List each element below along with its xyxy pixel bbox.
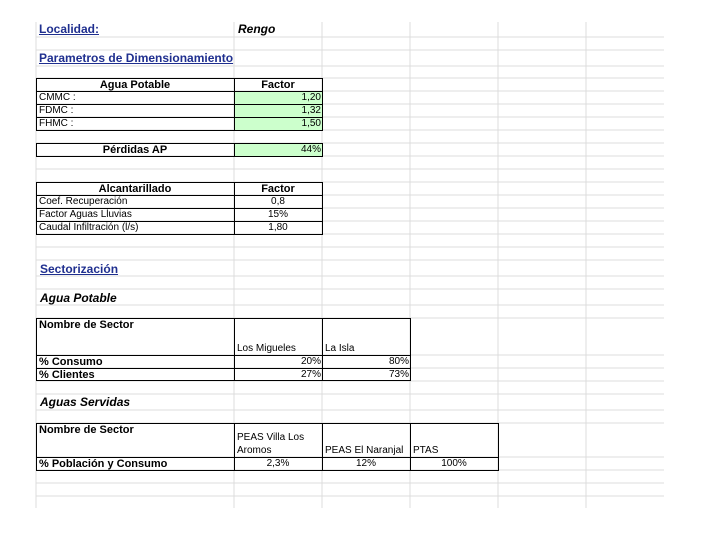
aguas-servidas-title: Aguas Servidas bbox=[40, 395, 131, 409]
coef-recuperacion-label: Coef. Recuperación bbox=[39, 196, 128, 207]
agua-potable-sector-header: Nombre de Sector bbox=[39, 319, 134, 331]
alcantarillado-factor-header: Factor bbox=[261, 183, 295, 195]
consumo-los-migueles[interactable]: 20% bbox=[300, 356, 321, 367]
cmmc-value[interactable]: 1,20 bbox=[301, 92, 321, 103]
consumo-la-isla[interactable]: 80% bbox=[388, 356, 409, 367]
sector-los-migueles: Los Migueles bbox=[237, 343, 296, 354]
aguas-servidas-sector-header: Nombre de Sector bbox=[39, 424, 134, 436]
localidad-label: Localidad: bbox=[39, 22, 100, 36]
fhmc-value[interactable]: 1,50 bbox=[301, 118, 321, 129]
caudal-infiltracion-label: Caudal Infiltración (l/s) bbox=[39, 222, 139, 233]
perdidas-label: Pérdidas AP bbox=[102, 144, 168, 156]
coef-recuperacion-value[interactable]: 0,8 bbox=[271, 196, 285, 207]
poblacion-consumo-label: % Población y Consumo bbox=[39, 458, 168, 470]
fdmc-value[interactable]: 1,32 bbox=[301, 105, 321, 116]
localidad-value[interactable]: Rengo bbox=[238, 22, 276, 36]
sectorizacion-title: Sectorización bbox=[40, 262, 119, 276]
sector-peas-villa-los: PEAS Villa Los bbox=[237, 432, 305, 443]
factor-header: Factor bbox=[261, 79, 295, 91]
agua-potable-header: Agua Potable bbox=[99, 79, 171, 91]
sector-aromos: Aromos bbox=[237, 445, 272, 456]
parametros-title: Parametros de Dimensionamiento bbox=[39, 51, 234, 65]
clientes-label: % Clientes bbox=[39, 369, 95, 381]
consumo-label: % Consumo bbox=[39, 356, 103, 368]
perdidas-value[interactable]: 44% bbox=[300, 144, 321, 155]
factor-aguas-lluvias-label: Factor Aguas Lluvias bbox=[39, 209, 132, 220]
poblacion-villa-los-aromos[interactable]: 2,3% bbox=[266, 458, 290, 469]
factor-aguas-lluvias-value[interactable]: 15% bbox=[267, 209, 288, 220]
clientes-la-isla[interactable]: 73% bbox=[388, 369, 409, 380]
sector-la-isla: La Isla bbox=[325, 343, 355, 354]
fhmc-label: FHMC : bbox=[39, 118, 74, 129]
clientes-los-migueles[interactable]: 27% bbox=[300, 369, 321, 380]
cmmc-label: CMMC : bbox=[39, 92, 76, 103]
caudal-infiltracion-value[interactable]: 1,80 bbox=[268, 222, 288, 233]
sector-peas-el-naranjal: PEAS El Naranjal bbox=[325, 445, 404, 456]
poblacion-ptas[interactable]: 100% bbox=[441, 458, 467, 469]
poblacion-el-naranjal[interactable]: 12% bbox=[355, 458, 376, 469]
fdmc-label: FDMC : bbox=[39, 105, 74, 116]
agua-potable-sector-title: Agua Potable bbox=[40, 291, 117, 305]
sector-ptas: PTAS bbox=[413, 445, 439, 456]
alcantarillado-header: Alcantarillado bbox=[98, 183, 172, 195]
